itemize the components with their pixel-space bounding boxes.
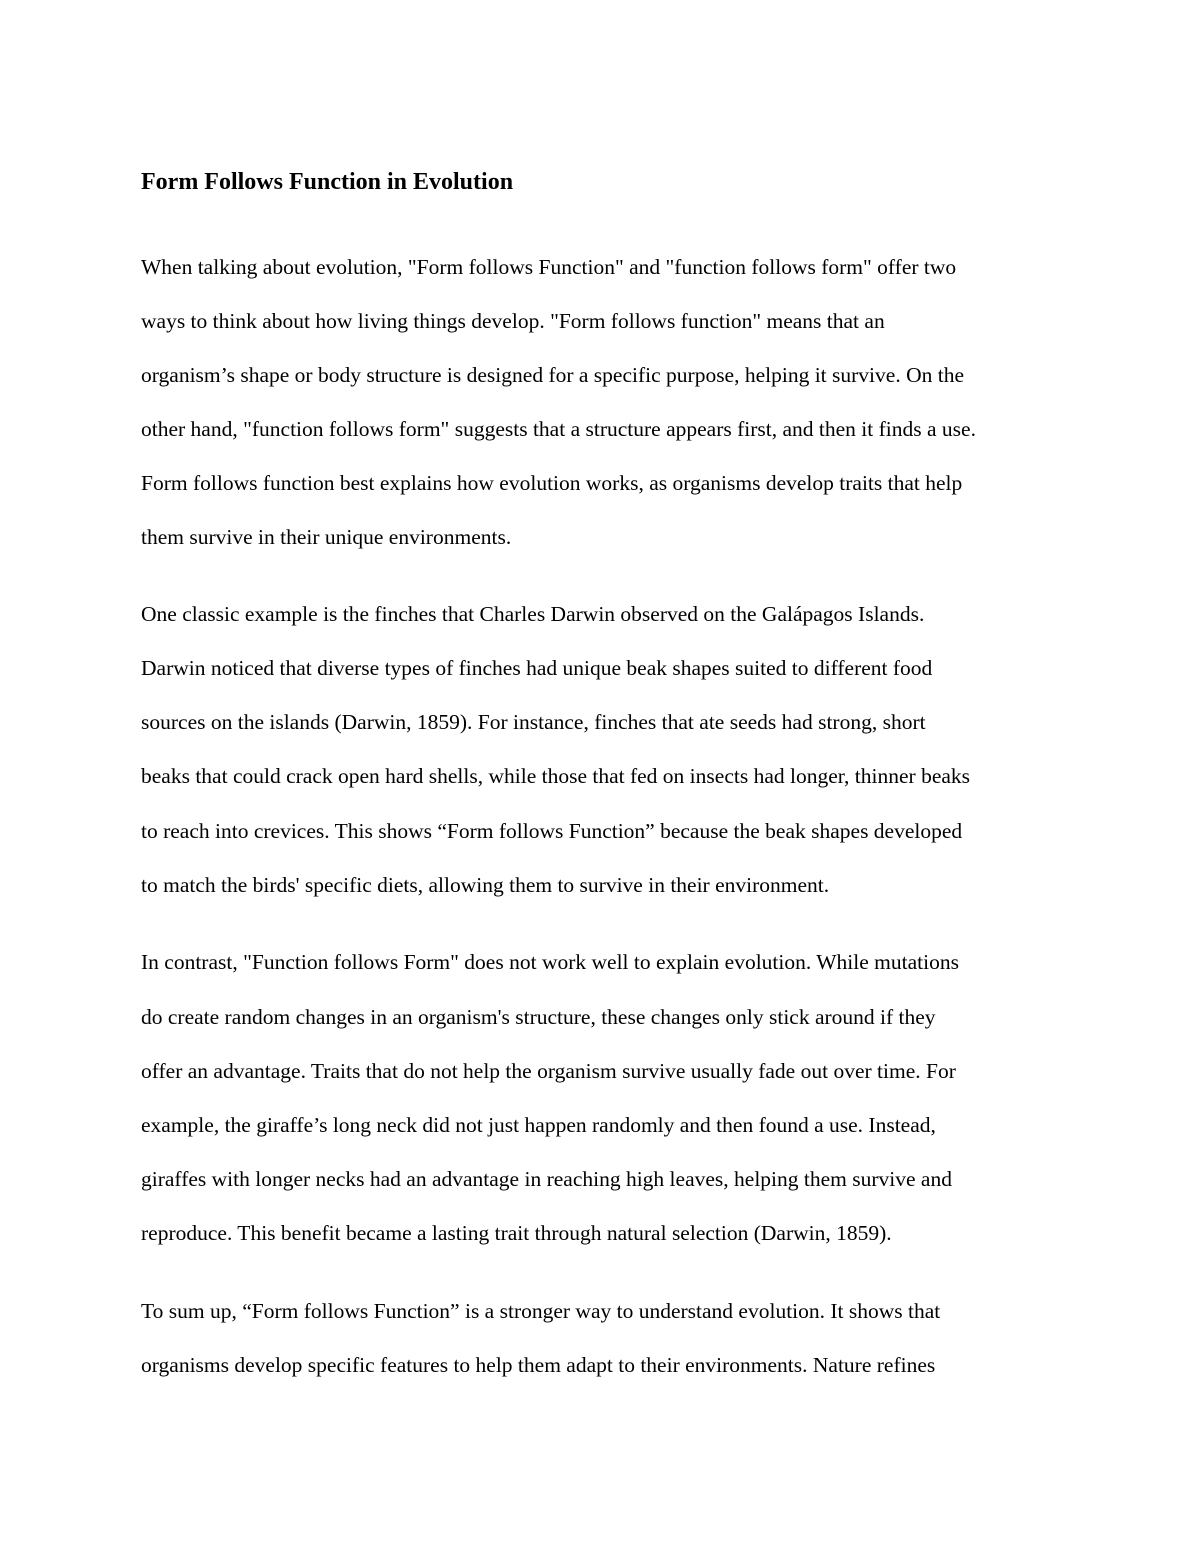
paragraph-line: do create random changes in an organism's structure, these changes only stick around if they <box>141 1005 936 1029</box>
document-title: Form Follows Function in Evolution <box>141 169 514 195</box>
paragraph-line: Darwin noticed that diverse types of finches had unique beak shapes suited to different food <box>141 656 933 680</box>
paragraph-line: Form follows function best explains how evolution works, as organisms develop traits that help <box>141 471 963 495</box>
paragraph-line: ways to think about how living things develop. "Form follows function" means that an <box>141 309 885 333</box>
paragraph-line: giraffes with longer necks had an advantage in reaching high leaves, helping them survive and <box>141 1167 952 1191</box>
paragraph-line: One classic example is the finches that Charles Darwin observed on the Galápagos Islands. <box>141 602 925 626</box>
paragraph-line: organisms develop specific features to help them adapt to their environments. Nature refines <box>141 1353 936 1377</box>
paragraph-line: offer an advantage. Traits that do not help the organism survive usually fade out over time. For <box>141 1059 956 1083</box>
paragraph-line: sources on the islands (Darwin, 1859). For instance, finches that ate seeds had strong, short <box>141 710 926 734</box>
paragraph-line: reproduce. This benefit became a lasting trait through natural selection (Darwin, 1859). <box>141 1221 892 1245</box>
paragraph-line: to match the birds' specific diets, allowing them to survive in their environment. <box>141 873 830 897</box>
paragraph-line: them survive in their unique environments. <box>141 525 512 549</box>
paragraph-line: other hand, "function follows form" suggests that a structure appears first, and then it finds a use. <box>141 417 976 441</box>
paragraph-line: to reach into crevices. This shows “Form follows Function” because the beak shapes developed <box>141 819 963 843</box>
paragraph-line: organism’s shape or body structure is designed for a specific purpose, helping it survive. On the <box>141 363 964 387</box>
paragraph-line: beaks that could crack open hard shells, while those that fed on insects had longer, thinner beaks <box>141 764 971 788</box>
paragraph-line: To sum up, “Form follows Function” is a stronger way to understand evolution. It shows that <box>141 1299 941 1323</box>
paragraph-line: In contrast, "Function follows Form" does not work well to explain evolution. While mutations <box>141 950 959 974</box>
paragraph-line: When talking about evolution, "Form follows Function" and "function follows form" offer two <box>141 255 957 279</box>
paragraph-line: example, the giraffe’s long neck did not just happen randomly and then found a use. Instead, <box>141 1113 936 1137</box>
